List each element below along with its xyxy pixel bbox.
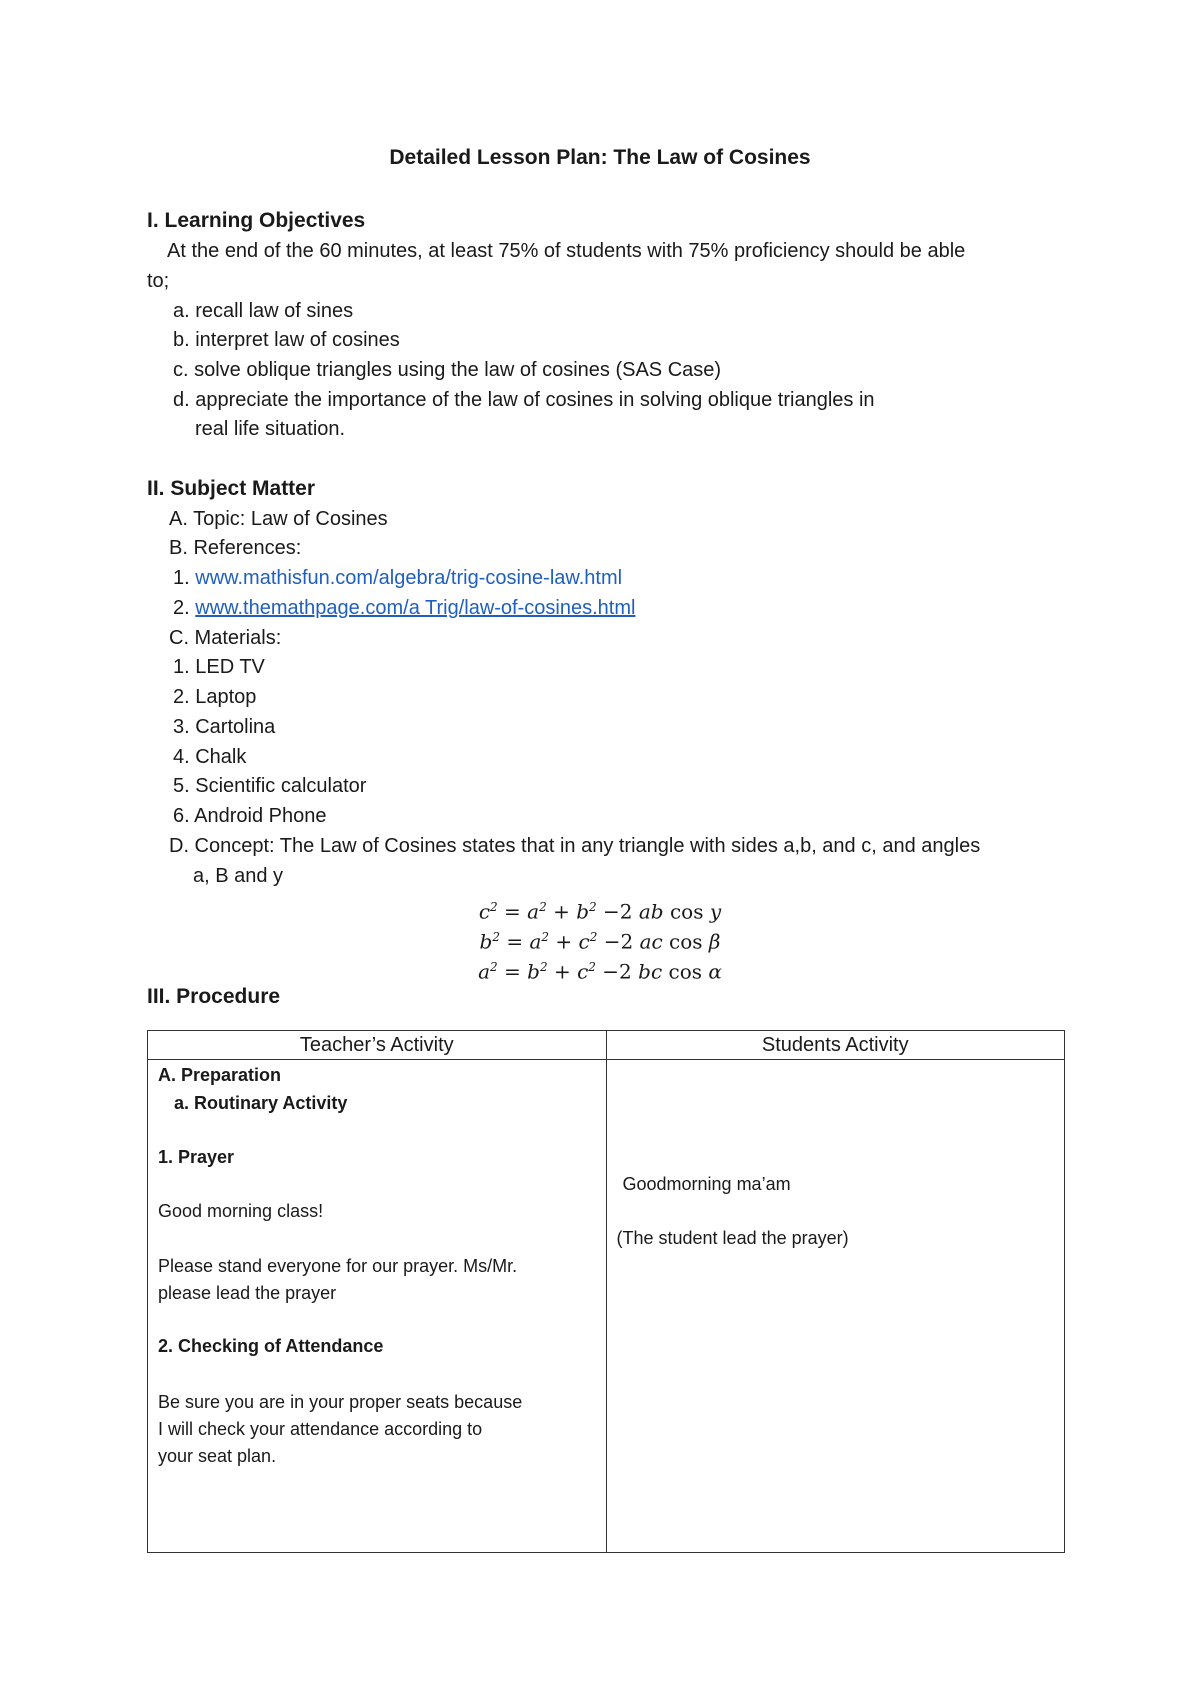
students-prayer: (The student lead the prayer)	[616, 1228, 849, 1248]
concept-line1: D. Concept: The Law of Cosines states that in any triangle with sides a,b, and c, and angles	[169, 835, 981, 857]
formula-term: b	[527, 959, 540, 984]
formula-cos: cos	[668, 959, 703, 984]
formula-power: 2	[539, 900, 547, 914]
reference-item-2	[173, 594, 635, 622]
objective-item-c: c. solve oblique triangles using the law of cosines (SAS Case)	[173, 359, 722, 381]
section-preparation: A. Preparation	[158, 1065, 282, 1085]
objectives-heading: I. Learning Objectives	[147, 209, 366, 232]
attendance-line1: Be sure you are in your proper seats because	[158, 1392, 523, 1412]
formula-term: c	[578, 929, 590, 954]
attendance-line3: your seat plan.	[158, 1446, 277, 1466]
students-activity-cell	[606, 1060, 1065, 1553]
formula-equals: =	[506, 929, 524, 954]
objective-item-b: b. interpret law of cosines	[173, 329, 400, 351]
formula-power: 2	[541, 930, 550, 944]
formula-equals: =	[504, 959, 521, 984]
column-header-students: Students Activity	[606, 1031, 1065, 1060]
formula-coef: bc	[638, 959, 663, 984]
objectives-intro-line2: to;	[147, 270, 170, 292]
formula-cos: cos	[669, 899, 704, 924]
reference-number-1: 1.	[173, 567, 190, 589]
subject-heading: II. Subject Matter	[147, 477, 316, 500]
formula-cos: cos	[669, 929, 703, 954]
formula-term: a	[527, 899, 540, 924]
formula-coef: ac	[639, 929, 663, 954]
objective-item-d-cont: real life situation.	[195, 418, 346, 440]
formula-power: 2	[588, 960, 596, 974]
materials-label: C. Materials:	[169, 627, 282, 649]
formula-power: 2	[589, 930, 598, 944]
subject-topic: A. Topic: Law of Cosines	[169, 508, 388, 530]
column-header-teacher: Teacher’s Activity	[148, 1031, 607, 1060]
attendance-heading: 2. Checking of Attendance	[158, 1336, 384, 1356]
teacher-stand-line2: please lead the prayer	[158, 1283, 337, 1303]
students-reply: Goodmorning ma’am	[622, 1174, 791, 1194]
formula-minus: −2	[603, 899, 633, 924]
formula-angle: β	[708, 929, 721, 954]
formula-minus: −2	[603, 929, 634, 954]
page-title: Detailed Lesson Plan: The Law of Cosines	[389, 146, 811, 169]
concept-line2: a, B and y	[193, 865, 284, 887]
formula-power: 2	[490, 960, 498, 974]
formula-plus: +	[553, 899, 570, 924]
formula-minus: −2	[602, 959, 632, 984]
formula-term: c	[577, 959, 589, 984]
objective-item-a: a. recall law of sines	[173, 300, 354, 322]
teacher-stand-line1: Please stand everyone for our prayer. Ms/Mr.	[158, 1256, 518, 1276]
formula-power: 2	[492, 930, 500, 944]
teacher-greeting: Good morning class!	[158, 1201, 324, 1221]
reference-item-1	[173, 564, 622, 592]
material-item: 5. Scientific calculator	[173, 775, 367, 797]
routinary-activity: a. Routinary Activity	[174, 1093, 348, 1113]
material-item: 6. Android Phone	[173, 805, 327, 827]
reference-number-2: 2.	[173, 597, 190, 619]
reference-link-2[interactable]: www.themathpage.com/a Trig/law-of-cosines.html	[195, 597, 636, 619]
procedure-table	[147, 1030, 1065, 1553]
teacher-activity-cell	[148, 1060, 607, 1553]
formula-power: 2	[589, 900, 597, 914]
formula-power: 2	[490, 900, 498, 914]
procedure-heading: III. Procedure	[147, 985, 281, 1008]
material-item: 4. Chalk	[173, 746, 247, 768]
objectives-intro-line1: At the end of the 60 minutes, at least 75% of students with 75% proficiency should be able	[167, 240, 966, 262]
formula-term: b	[479, 929, 493, 954]
formula-power: 2	[539, 960, 548, 974]
material-item: 2. Laptop	[173, 686, 257, 708]
references-label: B. References:	[169, 537, 302, 559]
table-row	[148, 1060, 1065, 1553]
formula-term: a	[529, 929, 542, 954]
formula-term: a	[478, 959, 491, 984]
formula-a-squared	[440, 952, 760, 987]
formula-angle: y	[709, 899, 722, 924]
procedure-table-header	[148, 1031, 1065, 1060]
formula-plus: +	[553, 959, 571, 984]
formula-coef: ab	[638, 899, 664, 924]
formula-angle: α	[708, 959, 722, 984]
attendance-line2: I will check your attendance according to	[158, 1419, 483, 1439]
formula-plus: +	[555, 929, 573, 954]
prayer-heading: 1. Prayer	[158, 1147, 235, 1167]
formula-equals: =	[504, 899, 521, 924]
formula-term: c	[478, 899, 491, 924]
reference-link-1[interactable]: www.mathisfun.com/algebra/trig-cosine-law.html	[195, 567, 623, 589]
material-item: 3. Cartolina	[173, 716, 276, 738]
formula-term: b	[576, 899, 590, 924]
objective-item-d: d. appreciate the importance of the law of cosines in solving oblique triangles in	[173, 389, 875, 411]
material-item: 1. LED TV	[173, 656, 265, 678]
